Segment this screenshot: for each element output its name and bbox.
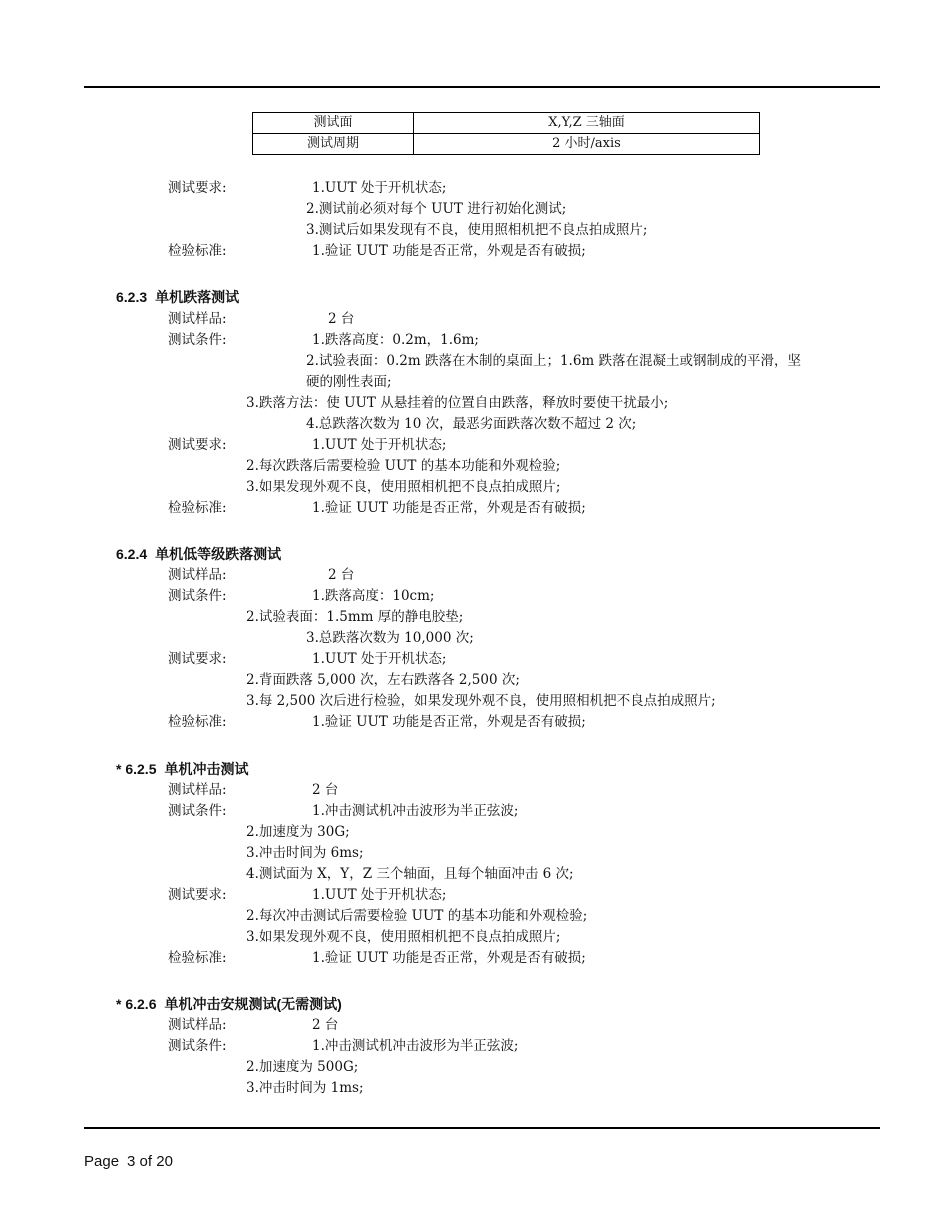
label-test-condition: 测试条件: — [168, 588, 227, 604]
list-item: 1.验证 UUT 功能是否正常，外观是否有破损; — [312, 714, 586, 730]
list-item: 1.UUT 处于开机状态; — [312, 887, 447, 903]
test-parameter-table — [252, 112, 760, 155]
section-number: * 6.2.5 — [116, 761, 157, 777]
sample-count: 2 台 — [328, 567, 355, 583]
label-test-requirement: 测试要求: — [168, 651, 227, 667]
list-item: 2.每次冲击测试后需要检验 UUT 的基本功能和外观检验; — [246, 908, 588, 924]
sample-count: 2 台 — [328, 311, 355, 327]
section-title: 单机冲击安规测试(无需测试) — [164, 996, 342, 1012]
header-rule — [84, 86, 880, 88]
list-item: 4.测试面为 X，Y，Z 三个轴面，且每个轴面冲击 6 次; — [246, 866, 574, 882]
list-item: 2.试验表面：1.5mm 厚的静电胶垫; — [246, 609, 464, 625]
list-item: 3.冲击时间为 6ms; — [246, 845, 364, 861]
page-number: 3 of 20 — [127, 1153, 173, 1170]
list-item: 1.UUT 处于开机状态; — [312, 651, 447, 667]
list-item: 2.试验表面：0.2m 跌落在木制的桌面上；1.6m 跌落在混凝土或钢制成的平滑，坚 — [306, 353, 802, 369]
list-item: 1.UUT 处于开机状态; — [312, 180, 447, 196]
label-inspection-standard: 检验标准: — [168, 243, 227, 259]
list-item: 1.冲击测试机冲击波形为半正弦波; — [312, 803, 519, 819]
list-item: 1.验证 UUT 功能是否正常，外观是否有破损; — [312, 950, 586, 966]
section-heading-625 — [116, 759, 248, 780]
label-test-sample: 测试样品: — [168, 1017, 227, 1033]
label-test-sample: 测试样品: — [168, 782, 227, 798]
label-test-condition: 测试条件: — [168, 803, 227, 819]
list-item: 1.UUT 处于开机状态; — [312, 437, 447, 453]
label-test-sample: 测试样品: — [168, 567, 227, 583]
list-item: 1.跌落高度：10cm; — [312, 588, 435, 604]
list-item-continuation: 硬的刚性表面; — [306, 374, 392, 390]
list-item: 3.总跌落次数为 10,000 次; — [306, 630, 474, 646]
label-inspection-standard: 检验标准: — [168, 500, 227, 516]
list-item: 3.如果发现外观不良，使用照相机把不良点拍成照片; — [246, 929, 561, 945]
label-test-condition: 测试条件: — [168, 332, 227, 348]
label-inspection-standard: 检验标准: — [168, 714, 227, 730]
list-item: 3.冲击时间为 1ms; — [246, 1080, 364, 1096]
label-test-sample: 测试样品: — [168, 311, 227, 327]
footer-rule — [84, 1127, 880, 1129]
section-number: * 6.2.6 — [116, 996, 157, 1012]
label-test-requirement: 测试要求: — [168, 180, 227, 196]
list-item: 4.总跌落次数为 10 次，最恶劣面跌落次数不超过 2 次; — [306, 416, 637, 432]
list-item: 3.如果发现外观不良，使用照相机把不良点拍成照片; — [246, 479, 561, 495]
list-item: 1.冲击测试机冲击波形为半正弦波; — [312, 1038, 519, 1054]
list-item: 1.跌落高度：0.2m，1.6m; — [312, 332, 479, 348]
page-label: Page — [84, 1153, 120, 1170]
sample-count: 2 台 — [312, 1017, 339, 1033]
label-test-requirement: 测试要求: — [168, 437, 227, 453]
section-heading-626 — [116, 994, 342, 1015]
table-cell-value: X,Y,Z 三轴面 — [414, 113, 760, 134]
list-item: 2.每次跌落后需要检验 UUT 的基本功能和外观检验; — [246, 458, 561, 474]
list-item: 3.跌落方法：使 UUT 从悬挂着的位置自由跌落，释放时要使干扰最小; — [246, 395, 669, 411]
table-cell-value: 2 小时/axis — [414, 134, 760, 155]
table-row — [253, 113, 760, 134]
table-cell-label: 测试面 — [253, 113, 414, 134]
table-row — [253, 134, 760, 155]
list-item: 1.验证 UUT 功能是否正常，外观是否有破损; — [312, 243, 586, 259]
label-inspection-standard: 检验标准: — [168, 950, 227, 966]
section-heading-623 — [116, 287, 239, 308]
section-heading-624 — [116, 544, 281, 565]
sample-count: 2 台 — [312, 782, 339, 798]
list-item: 3.每 2,500 次后进行检验，如果发现外观不良，使用照相机把不良点拍成照片; — [246, 693, 716, 709]
list-item: 2.加速度为 30G; — [246, 824, 350, 840]
table-cell-label: 测试周期 — [253, 134, 414, 155]
label-test-condition: 测试条件: — [168, 1038, 227, 1054]
list-item: 3.测试后如果发现有不良，使用照相机把不良点拍成照片; — [306, 222, 648, 238]
section-number: 6.2.3 — [116, 289, 148, 305]
list-item: 2.测试前必须对每个 UUT 进行初始化测试; — [306, 201, 567, 217]
label-test-requirement: 测试要求: — [168, 887, 227, 903]
section-title: 单机冲击测试 — [164, 761, 249, 777]
list-item: 1.验证 UUT 功能是否正常，外观是否有破损; — [312, 500, 586, 516]
section-title: 单机低等级跌落测试 — [155, 546, 282, 562]
page-footer — [84, 1153, 173, 1170]
list-item: 2.加速度为 500G; — [246, 1059, 359, 1075]
section-number: 6.2.4 — [116, 546, 148, 562]
list-item: 2.背面跌落 5,000 次，左右跌落各 2,500 次; — [246, 672, 520, 688]
section-title: 单机跌落测试 — [155, 289, 240, 305]
